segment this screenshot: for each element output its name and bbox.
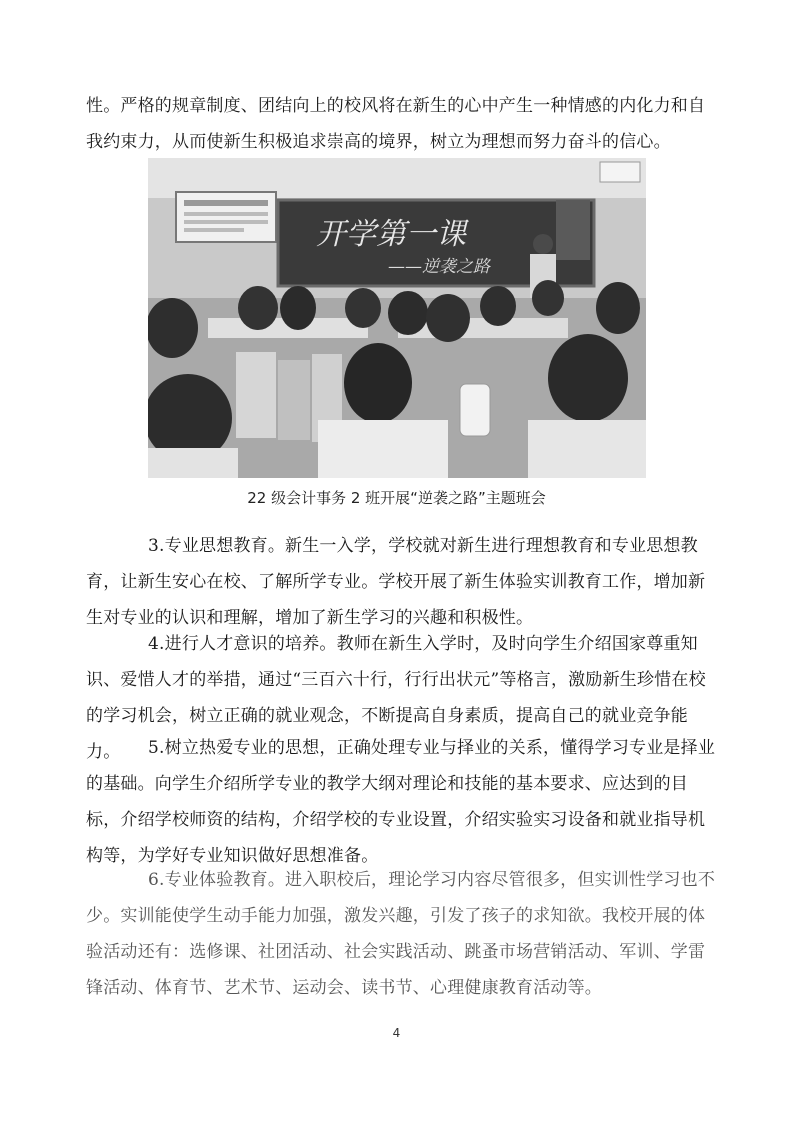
page-number: 4	[392, 1026, 401, 1040]
paragraph-continued: 性。严格的规章制度、团结向上的校风将在新生的心中产生一种情感的内化力和自我约束力，从而使新生积极追求崇高的境界，树立为理想而努力奋斗的信心。	[86, 96, 706, 152]
blackboard-subtitle: ——逆袭之路	[388, 257, 490, 277]
classroom-photo	[148, 158, 646, 478]
photo-caption: 22 级会计事务 2 班开展“逆袭之路”主题班会	[247, 489, 546, 507]
paragraph-5: 5.树立热爱专业的思想，正确处理专业与择业的关系，懂得学习专业是择业的基础。向学生介绍所学专业的教学大纲对理论和技能的基本要求、应达到的目标，介绍学校师资的结构，介绍学校的专业设置，介绍实验实习设备和就业指导机构等，为学好专业知识做好思想准备。	[86, 738, 716, 866]
paragraph-6: 6.专业体验教育。进入职校后，理论学习内容尽管很多，但实训性学习也不少。实训能使学生动手能力加强，激发兴趣，引发了孩子的求知欲。我校开展的体验活动还有：选修课、社团活动、社会实践活动、跳蚤市场营销活动、军训、学雷锋活动、体育节、艺术节、运动会、读书节、心理健康教育活动等。	[86, 870, 716, 998]
paragraph-3: 3.专业思想教育。新生一入学，学校就对新生进行理想教育和专业思想教育，让新生安心在校、了解所学专业。学校开展了新生体验实训教育工作，增加新生对专业的认识和理解，增加了新生学习的兴趣和积极性。	[86, 536, 706, 628]
paragraph-4: 4.进行人才意识的培养。教师在新生入学时，及时向学生介绍国家尊重知识、爱惜人才的举措，通过“三百六十行，行行出状元”等格言，激励新生珍惜在校的学习机会，树立正确的就业观念，不断提高自身素质，提高自己的就业竞争能力。	[86, 634, 706, 762]
blackboard-title: 开学第一课	[316, 217, 466, 252]
